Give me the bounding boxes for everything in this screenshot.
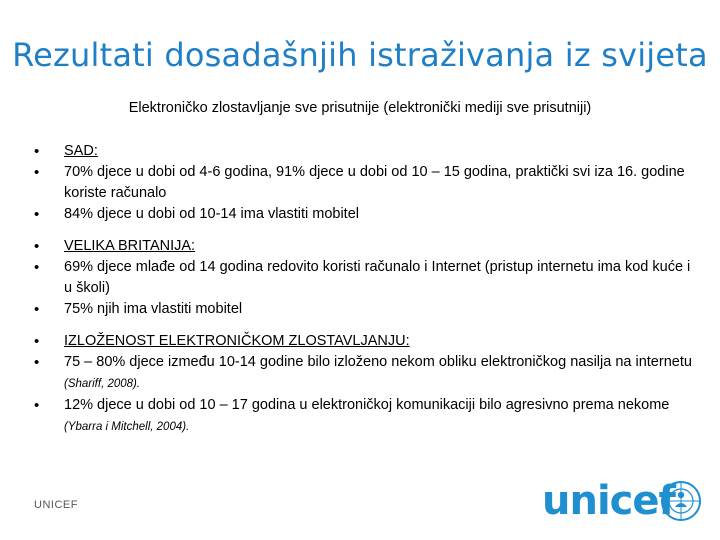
list-item [34,395,694,438]
list-item [34,352,694,395]
logo-wordmark: unicef [542,478,675,524]
list-item-text: 75% njih ima vlastiti mobitel [64,301,243,317]
section-heading-exposure: IZLOŽENOST ELEKTRONIČKOM ZLOSTAVLJANJU: [64,333,410,349]
list-item-text [64,395,694,438]
list-item-text: 70% djece u dobi od 4-6 godina, 91% djece u dobi od 10 – 15 godina, praktički svi iza 16. godine koriste računalo [64,164,685,201]
slide-title: Rezultati dosadašnjih istraživanja iz svijeta [12,36,708,74]
list-item [34,331,694,352]
bullet-list [34,141,694,438]
list-item [34,299,694,320]
list-item-text: 69% djece mlađe od 14 godina redovito koristi računalo i Internet (pristup internetu ima kod kuće i u školi) [64,259,691,296]
section-heading-uk: VELIKA BRITANIJA: [64,238,196,254]
list-item-body: 75 – 80% djece između 10-14 godine bilo izloženo nekom obliku elektroničkog nasilja na internetu [64,354,692,370]
bullet-icon: • [34,397,40,414]
citation: (Ybarra i Mitchell, 2004). [64,421,190,433]
list-item [34,257,694,299]
bullet-icon: • [34,206,40,223]
list-item-text [64,352,694,395]
globe-emblem-icon [660,480,702,522]
slide-subtitle: Elektroničko zlostavljanje sve prisutnije (elektronički mediji sve prisutniji) [128,100,592,116]
list-item [34,204,694,225]
list-item-body: 12% djece u dobi od 10 – 17 godina u elektroničkoj komunikaciji bilo agresivno prema nekome [64,397,670,413]
bullet-icon: • [34,164,40,181]
list-item-text: 84% djece u dobi od 10-14 ima vlastiti mobitel [64,206,359,222]
bullet-icon: • [34,301,40,318]
citation: (Shariff, 2008). [64,378,141,390]
unicef-logo [542,478,702,524]
bullet-icon: • [34,143,40,160]
list-item [34,162,694,204]
section-heading-sad: SAD: [64,143,98,159]
bullet-icon: • [34,354,40,371]
bullet-icon: • [34,238,40,255]
list-item [34,141,694,162]
footer-label: UNICEF [34,499,78,511]
bullet-icon: • [34,333,40,350]
bullet-icon: • [34,259,40,276]
list-item [34,236,694,257]
